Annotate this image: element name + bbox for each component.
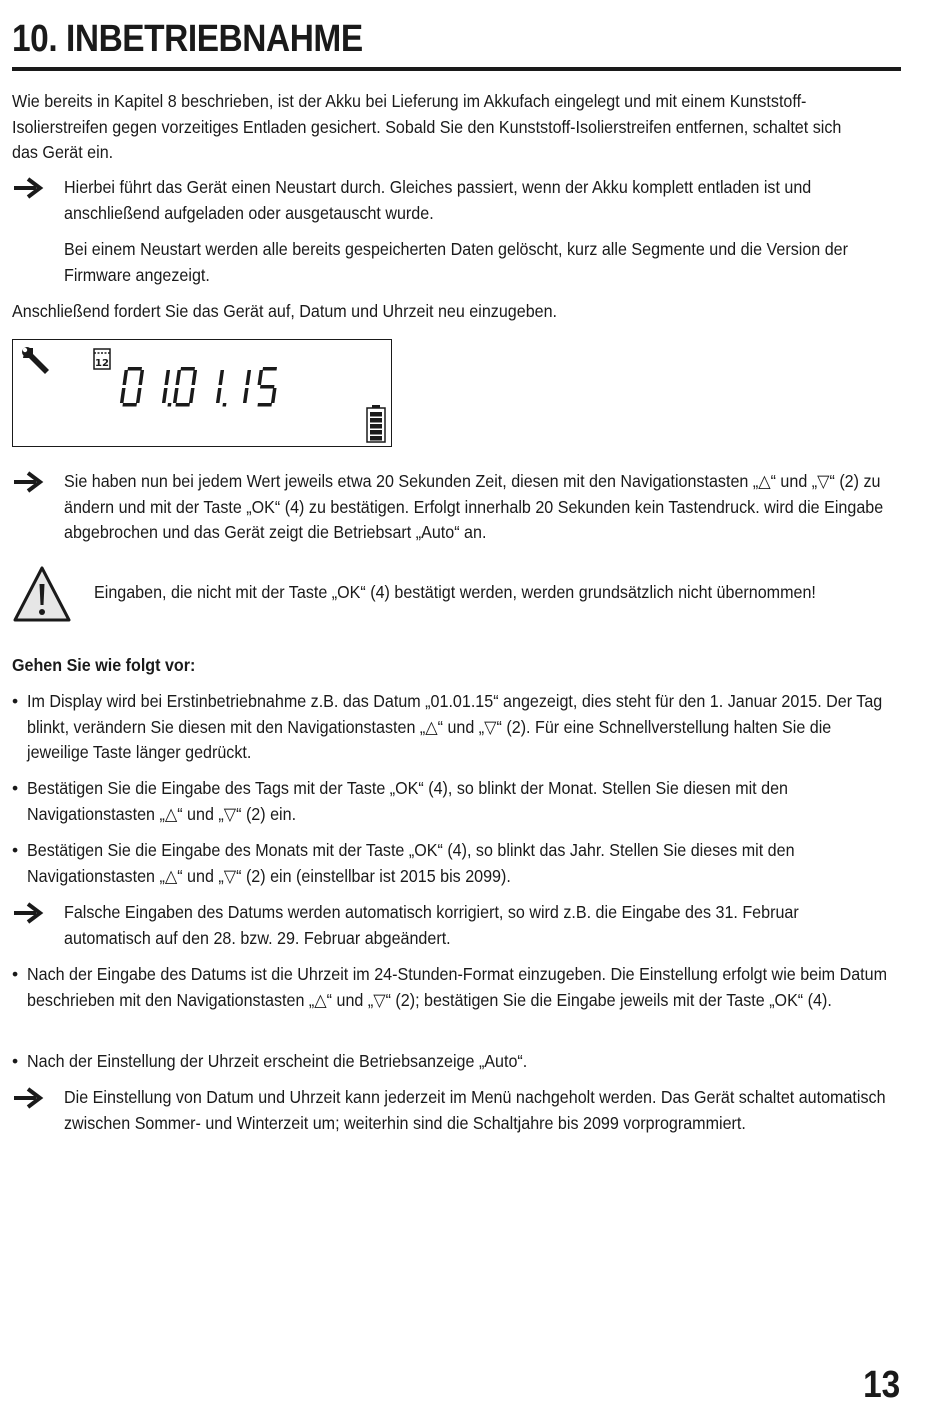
step-item: Bestätigen Sie die Eingabe des Tags mit der Taste „OK“ (4), so blinkt der Monat. Stellen Sie diesen mit den Navigationstasten „△“ und „▽“ (2) ein.	[27, 778, 788, 824]
battery-bar	[370, 430, 382, 435]
battery-bar	[370, 412, 382, 417]
section-heading: 10. INBETRIEBNAHME	[12, 18, 363, 60]
arrow-right-icon	[12, 177, 44, 199]
bullet: •	[12, 778, 19, 798]
procedure-heading: Gehen Sie wie folgt vor:	[12, 655, 196, 675]
arrow-right-icon	[12, 471, 44, 493]
bullet: •	[12, 964, 19, 984]
note-timeout: Sie haben nun bei jedem Wert jeweils etwa 20 Sekunden Zeit, diesen mit den Navigationstasten „△“ und „▽“ (2) zu ändern und mit der Taste „OK“ (4) zu bestätigen. Erfolgt innerhalb 20 Sekunden kein Tastendruck. wird die Eingabe abgebrochen und das Gerät zeigt die Betriebsart „Auto“ an.	[64, 471, 884, 543]
step-item: Nach der Eingabe des Datums ist die Uhrzeit im 24-Stunden-Format einzugeben. Die Einstellung erfolgt wie beim Datum beschrieben mit den Navigationstasten „△“ und „▽“ (2); bestätigen Sie die Eingabe jeweils mit der Taste „OK“ (4).	[27, 964, 887, 1010]
step-item: Im Display wird bei Erstinbetriebnahme z.B. das Datum „01.01.15“ angezeigt, dies steht für den 1. Januar 2015. Der Tag blinkt, verändern Sie diesen mit den Navigationstasten „△“ und „▽“ (2). Für eine Schnellverstellung halten Sie die jeweilige Taste länger gedrückt.	[27, 691, 883, 763]
heading-rule	[12, 67, 901, 71]
step-item: Nach der Einstellung der Uhrzeit erscheint die Betriebsanzeige „Auto“.	[27, 1051, 528, 1071]
note-date-correction: Falsche Eingaben des Datums werden automatisch korrigiert, so wird z.B. die Eingabe des 31. Februar automatisch auf den 28. bzw. 29. Februar abgeändert.	[64, 902, 799, 948]
warning-text: Eingaben, die nicht mit der Taste „OK“ (4) bestätigt werden, werden grundsätzlich nicht übernommen!	[94, 582, 816, 602]
arrow-right-icon	[12, 1087, 44, 1109]
intro-paragraph: Wie bereits in Kapitel 8 beschrieben, ist der Akku bei Lieferung im Akkufach eingelegt und mit einem Kunststoff-Isolierstreifen gegen vorzeitiges Entladen gesichert. Sobald Sie den Kunststoff-Isolierstreifen entfernen, schaltet sich das Gerät ein.	[12, 91, 842, 163]
battery-bar	[370, 424, 382, 429]
bullet: •	[12, 840, 19, 860]
wrench-icon	[22, 347, 49, 374]
step-item: Bestätigen Sie die Eingabe des Monats mit der Taste „OK“ (4), so blinkt das Jahr. Stellen Sie dieses mit den Navigationstasten „△“ und „▽“ (2) ein (einstellbar ist 2015 bis 2099).	[27, 840, 795, 886]
battery-bar	[370, 436, 382, 441]
note-restart: Hierbei führt das Gerät einen Neustart durch. Gleiches passiert, wenn der Akku komplett entladen ist und anschließend aufgeladen oder ausgetauscht wurde.	[64, 177, 812, 223]
battery-icon	[367, 405, 385, 442]
date-segments	[119, 367, 279, 407]
lcd-display	[12, 339, 392, 447]
calendar-label: 12	[95, 358, 109, 369]
after-note-paragraph: Anschließend fordert Sie das Gerät auf, Datum und Uhrzeit neu einzugeben.	[12, 301, 558, 321]
arrow-right-icon	[12, 902, 44, 924]
calendar-icon	[94, 349, 110, 369]
page-number: 13	[862, 1364, 900, 1406]
bullet: •	[12, 691, 19, 711]
lcd-graphic	[13, 340, 393, 448]
note-restart-detail: Bei einem Neustart werden alle bereits gespeicherten Daten gelöscht, kurz alle Segmente und die Version der Firmware angezeigt.	[64, 239, 848, 285]
warning-triangle-icon	[12, 565, 72, 623]
battery-bar	[370, 418, 382, 423]
bullet: •	[12, 1051, 19, 1071]
note-menu-settings: Die Einstellung von Datum und Uhrzeit kann jederzeit im Menü nachgeholt werden. Das Gerät schaltet automatisch zwischen Sommer- und Winterzeit um; weiterhin sind die Schaltjahre bis 2099 vorprogrammiert.	[64, 1087, 886, 1133]
